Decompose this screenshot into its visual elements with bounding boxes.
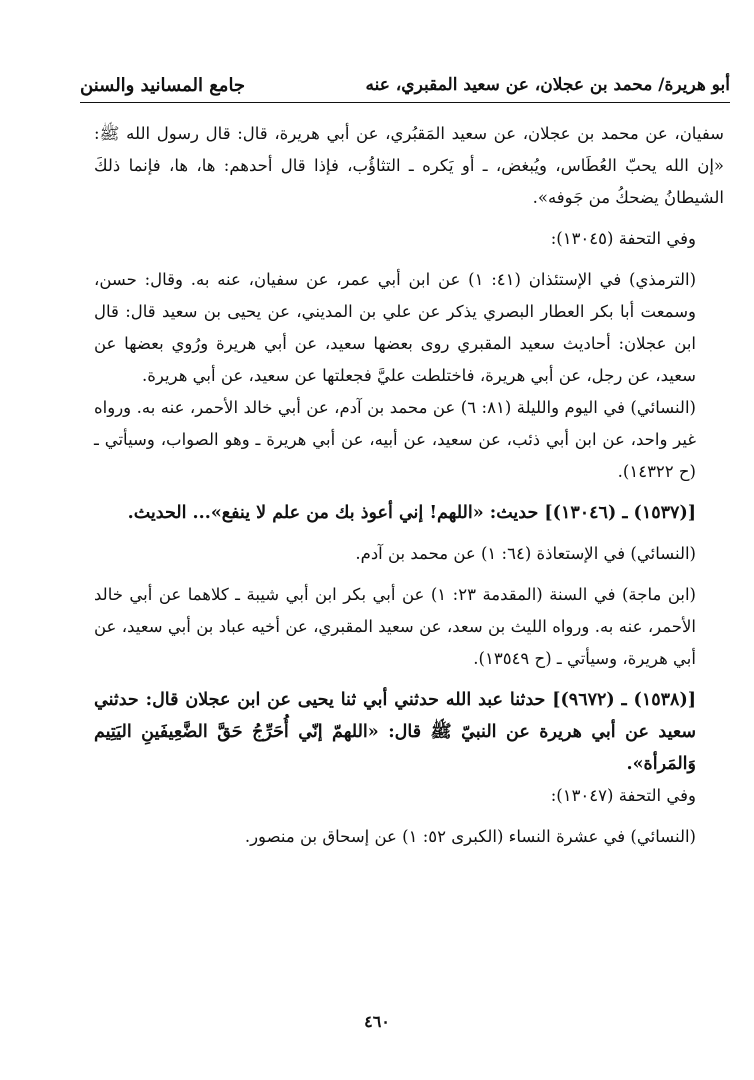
takhrij-nasai-istiadha: (النسائي) في الإستعاذة (٦٤: ١) عن محمد بن آدم. [355, 544, 696, 563]
header-chapter-title: أبو هريرة/ محمد بن عجلان، عن سعيد المقبري، عنه [365, 75, 730, 95]
takhrij-nasai-ishrat: (النسائي) في عشرة النساء (الكبرى ٥٢: ١) عن إسحاق بن منصور. [244, 827, 696, 846]
page-body [94, 118, 724, 853]
hadith-text: سفيان، عن محمد بن عجلان، عن سعيد المَقبُري، عن أبي هريرة، قال: قال رسول الله ﷺ: «إن الله يحبّ العُطَاس، ويُبغض، ـ أو يَكره ـ التثاؤُب، فإذا قال أحدهم: ها، ها، فإنما ذلكَ الشيطانُ يضحكُ من جَوفه». [94, 124, 724, 207]
tuhfa-reference: وفي التحفة (١٣٠٤٥): [550, 229, 696, 248]
page-number: ٤٦٠ [364, 1012, 390, 1031]
takhrij-nasai-yawm: (النسائي) في اليوم والليلة (٨١: ٦) عن محمد بن آدم، عن أبي خالد الأحمر، عنه به. ورواه غير واحد، عن ابن أبي ذئب، عن سعيد، عن أبيه، عن أبي هريرة ـ وهو الصواب، وسيأتي ـ (ح ١٤٣٢٢). [94, 398, 696, 481]
takhrij-tirmidhi: (الترمذي) في الإستئذان (٤١: ١) عن ابن أبي عمر، عن سفيان، عنه به. وقال: حسن، وسمعت أبا بكر العطار البصري يذكر عن علي بن المديني، عن يحيى بن سعيد قال: قال ابن عجلان: أحاديث سعيد المقبري روى بعضها سعيد، عن أبي هريرة ورُوي بعضها عن سعيد، عن رجل، عن أبي هريرة، فاختلطت عليَّ فجعلتها عن سعيد، عن أبي هريرة. [94, 270, 697, 385]
header-book-title: جامع المسانيد والسنن [80, 74, 246, 96]
hadith-heading-1538: [(١٥٣٨) ـ (٩٦٧٢)] حدثنا عبد الله حدثني أبي ثنا يحيى عن ابن عجلان قال: حدثني سعيد عن أبي هريرة عن النبيّ ﷺ قال: «اللهمّ إنّي أُحَرِّجُ حَقَّ الضَّعِيفَينِ اليَتِيم وَالمَرأة». [94, 690, 697, 774]
running-header [80, 68, 730, 103]
tuhfa-reference-2: وفي التحفة (١٣٠٤٧): [550, 786, 696, 805]
takhrij-ibn-majah: (ابن ماجة) في السنة (المقدمة ٢٣: ١) عن أبي بكر ابن أبي شيبة ـ كلاهما عن أبي خالد الأحمر، عنه به. ورواه الليث بن سعد، عن سعيد المقبري، عن أخيه عباد بن أبي سعيد، عن أبي هريرة، وسيأتي ـ (ح ١٣٥٤٩). [94, 585, 696, 668]
hadith-heading-1537: [(١٥٣٧) ـ (١٣٠٤٦)] حديث: «اللهم! إني أعوذ بك من علم لا ينفع»... الحديث. [127, 503, 696, 523]
